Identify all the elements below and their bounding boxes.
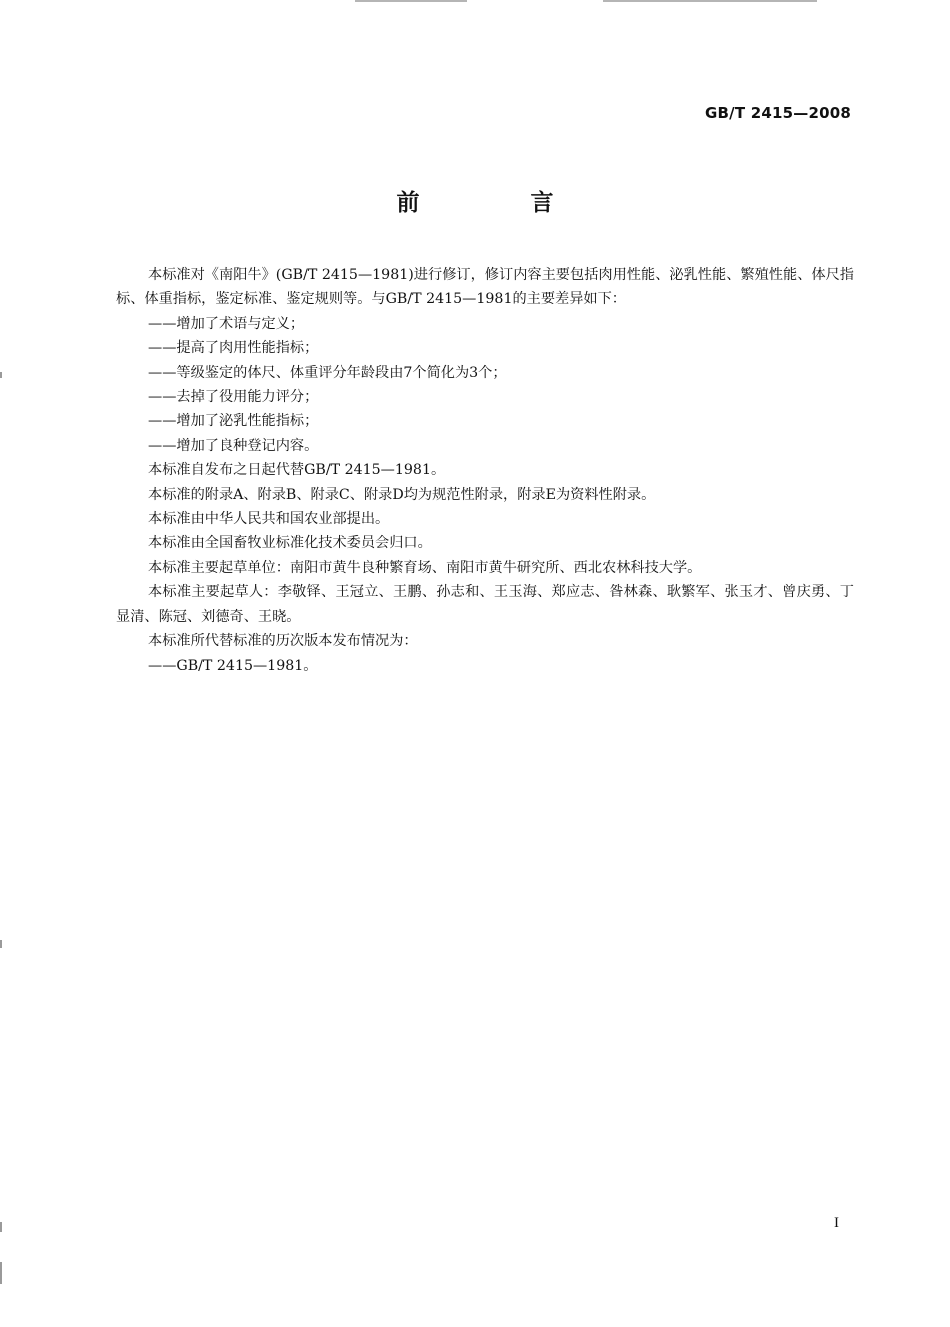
scan-edge-mark: [0, 940, 2, 948]
list-item-change: ——等级鉴定的体尺、体重评分年龄段由7个简化为3个；: [148, 364, 507, 381]
paragraph-drafters: 本标准主要起草人：李敬铎、王冠立、王鹏、孙志和、王玉海、郑应志、昝林森、耿繁军、张玉才、曾庆勇、丁显清、陈冠、刘德奇、王晓。: [116, 584, 854, 625]
page-title: 前 言: [396, 190, 598, 216]
list-item-change: ——增加了良种登记内容。: [148, 437, 319, 454]
scan-artifact-top-left: [355, 0, 467, 2]
scan-edge-mark: [0, 1222, 2, 1232]
paragraph-annexes: 本标准的附录A、附录B、附录C、附录D均为规范性附录，附录E为资料性附录。: [148, 486, 656, 503]
paragraph-drafting-units: 本标准主要起草单位：南阳市黄牛良种繁育场、南阳市黄牛研究所、西北农林科技大学。: [148, 559, 702, 576]
paragraph-revision-summary: 本标准对《南阳牛》(GB/T 2415—1981)进行修订，修订内容主要包括肉用性能、泌乳性能、繁殖性能、体尺指标、体重指标，鉴定标准、鉴定规则等。与GB/T 2415—1981的主要差异如下：: [116, 267, 854, 308]
standard-number: GB/T 2415—2008: [705, 104, 851, 122]
list-item-change: ——增加了术语与定义；: [148, 315, 305, 332]
foreword-body: [116, 263, 854, 678]
paragraph-committee: 本标准由全国畜牧业标准化技术委员会归口。: [148, 535, 432, 552]
scan-artifact-top-right: [603, 0, 817, 2]
paragraph-replacement: 本标准自发布之日起代替GB/T 2415—1981。: [148, 462, 446, 479]
paragraph-history-intro: 本标准所代替标准的历次版本发布情况为：: [148, 633, 418, 650]
list-item-change: ——去掉了役用能力评分；: [148, 389, 319, 406]
paragraph-proposer: 本标准由中华人民共和国农业部提出。: [148, 511, 390, 528]
list-item-change: ——提高了肉用性能指标；: [148, 340, 319, 357]
page-number: I: [834, 1215, 839, 1231]
scan-edge-mark: [0, 372, 2, 378]
list-item-history: ——GB/T 2415—1981。: [148, 657, 318, 674]
list-item-change: ——增加了泌乳性能指标；: [148, 413, 319, 430]
scan-edge-mark: [0, 1262, 2, 1284]
